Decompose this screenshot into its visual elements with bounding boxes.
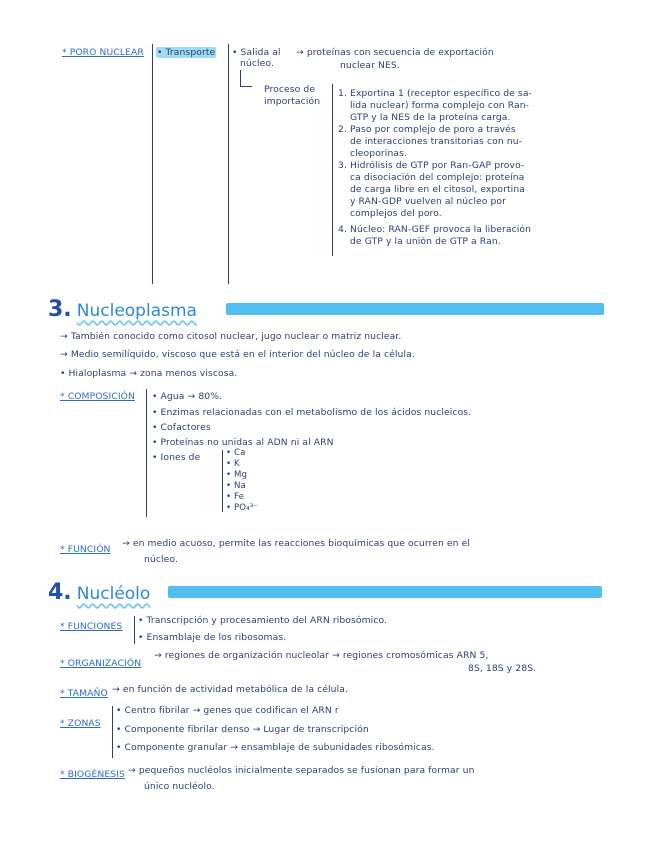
funciones-item-1: • Transcripción y procesamiento del ARN ribosómico. <box>138 615 388 626</box>
funciones-bracket <box>134 616 135 644</box>
biogenesis-text-b: único nucléolo. <box>144 781 215 792</box>
zona-2: • Componente fibrilar denso → Lugar de transcripción <box>116 724 369 735</box>
zona-3: • Componente granular → ensamblaje de subunidades ribosómicas. <box>116 742 435 753</box>
import-step-line: de GTP y la unión de GTP a Ran. <box>350 236 501 247</box>
nucleo-line-2: → Medio semilíquido, viscoso que está en el interior del núcleo de la célula. <box>60 349 415 360</box>
biogenesis-text-a: → pequeños nucléolos inicialmente separados se fusionan para formar un <box>128 765 475 776</box>
comp-item-1: • Agua → 80%. <box>152 391 223 402</box>
proceso-bracket <box>332 84 333 256</box>
section-3-title: Nucleoplasma <box>76 301 197 321</box>
proceso-connector-h <box>240 86 252 87</box>
section-3-heading <box>48 297 197 322</box>
import-step-line: 3. Hidrólisis de GTP por Ran-GAP provo- <box>338 160 525 171</box>
comp-item-2: • Enzimas relacionadas con el metabolismo de los ácidos nucleicos. <box>152 407 472 418</box>
composicion-label: * COMPOSICIÓN <box>60 391 135 402</box>
nucleo-line-1: → También conocido como citosol nuclear, jugo nuclear o matriz nuclear. <box>60 331 402 342</box>
ion-item: • PO₄³⁻ <box>226 503 258 513</box>
funcion-text-b: núcleo. <box>144 554 178 565</box>
ion-item: • Mg <box>226 470 248 480</box>
zonas-bracket <box>112 706 113 758</box>
funcion-label: * FUNCIÓN <box>60 544 111 555</box>
poro-bracket <box>152 44 153 284</box>
ion-item: • Ca <box>226 448 246 458</box>
tamano-text: → en función de actividad metabólica de la célula. <box>112 684 348 695</box>
salida-label-a: • Salida al <box>232 47 281 58</box>
import-step-line: GTP y la NES de la proteína carga. <box>350 112 511 123</box>
salida-label-b: núcleo. <box>240 58 274 69</box>
comp-item-5: • Iones de <box>152 452 201 463</box>
iones-bracket <box>222 450 223 512</box>
composicion-bracket <box>146 389 147 517</box>
import-step-line: de carga libre en el citosol, exportina <box>350 184 525 195</box>
organizacion-text-a: → regiones de organización nucleolar → regiones cromosómicas ARN 5, <box>154 650 489 661</box>
import-step-line: de interacciones transitorias con nu- <box>350 136 523 147</box>
section-4-bar <box>168 586 602 598</box>
poro-nuclear-label: * PORO NUCLEAR <box>62 47 144 58</box>
tamano-label: * TAMAÑO <box>60 688 108 699</box>
section-4-number: 4. <box>48 580 72 605</box>
zonas-label: * ZONAS <box>60 718 101 729</box>
organizacion-text-b: 8S, 18S y 28S. <box>468 663 537 674</box>
proceso-connector <box>240 70 241 86</box>
section-4-title: Nucléolo <box>76 584 151 604</box>
section-3-bar <box>226 303 604 315</box>
import-step-line: 2. Paso por complejo de poro a través <box>338 124 516 135</box>
funciones-item-2: • Ensamblaje de los ribosomas. <box>138 632 287 643</box>
transporte-bracket <box>228 44 229 284</box>
comp-item-3: • Cofactores <box>152 422 211 433</box>
organizacion-label: * ORGANIZACIÓN <box>60 658 142 669</box>
import-step-line: 1. Exportina 1 (receptor específico de sa- <box>338 88 532 99</box>
biogenesis-label: * BIOGÉNESIS <box>60 769 125 780</box>
import-step-line: complejos del poro. <box>350 208 442 219</box>
funciones-label: * FUNCIONES <box>60 621 123 632</box>
ion-item: • Fe <box>226 492 244 502</box>
import-step-line: 4. Núcleo: RAN-GEF provoca la liberación <box>338 224 532 235</box>
ion-item: • K <box>226 459 240 469</box>
proceso-label-a: Proceso de <box>264 84 316 95</box>
import-step-line: cleoporinas. <box>350 148 408 159</box>
nucleo-line-3: • Hialoplasma → zona menos viscosa. <box>60 368 238 379</box>
ion-item: • Na <box>226 481 246 491</box>
section-3-number: 3. <box>48 297 72 322</box>
comp-item-4: • Proteínas no unidas al ADN ni al ARN <box>152 437 334 448</box>
funcion-text-a: → en medio acuoso, permite las reacciones bioquímicas que ocurren en el <box>122 538 471 549</box>
import-step-line: y RAN-GDP vuelven al núcleo por <box>350 196 507 207</box>
salida-text-b: nuclear NES. <box>340 60 400 71</box>
section-4-heading <box>48 580 150 605</box>
proceso-label-b: importación <box>264 96 321 107</box>
zona-1: • Centro fibrilar → genes que codifican el ARN r <box>116 705 339 716</box>
salida-text-a: → proteínas con secuencia de exportación <box>296 47 494 58</box>
import-step-line: lida nuclear) forma complejo con Ran- <box>350 100 530 111</box>
transporte-label: • Transporte <box>157 47 216 58</box>
import-step-line: ca disociación del complejo: proteína <box>350 172 525 183</box>
